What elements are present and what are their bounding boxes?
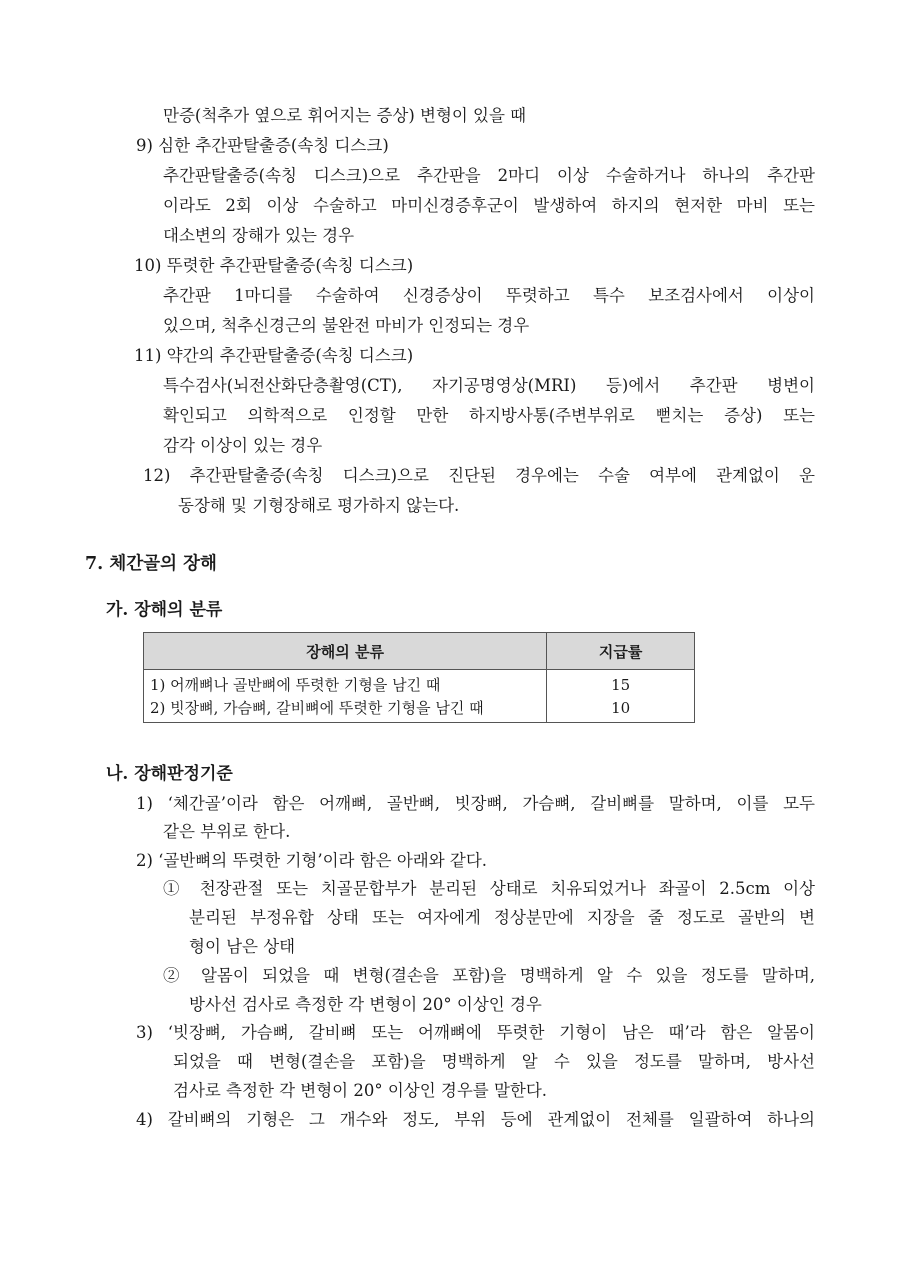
text-line: 검사로 측정한 각 변형이 20° 이상인 경우를 말한다. (173, 1081, 548, 1100)
section-title: 7. 체간골의 장해 (85, 554, 217, 574)
subsection-title-criteria: 나. 장해판정기준 (106, 764, 233, 784)
item-11-heading: 11) 약간의 추간판탈출증(속칭 디스크) (134, 346, 414, 365)
item-9-heading: 9) 심한 추간판탈출증(속칭 디스크) (136, 136, 389, 155)
text-line: 되었을 때 변형(결손을 포함)을 명백하게 알 수 있을 정도를 말하며, 방사선 (173, 1052, 815, 1071)
header-classification: 장해의 분류 (144, 633, 547, 670)
text-line: 같은 부위로 한다. (163, 822, 291, 841)
item-12-text: 12) 추간판탈출증(속칭 디스크)으로 진단된 경우에는 수술 여부에 관계없이 운 (143, 466, 815, 485)
criteria-item-2-2: ② 알몸이 되었을 때 변형(결손을 포함)을 명백하게 알 수 있을 정도를 말하며, (163, 966, 815, 985)
table-header-row (144, 633, 695, 670)
text-line: 확인되고 의학적으로 인정할 만한 하지방사통(주변부위로 뻗치는 증상) 또는 (163, 406, 815, 425)
text-line: 이라도 2회 이상 수술하고 마미신경증후군이 발생하여 하지의 현저한 마비 또는 (163, 196, 815, 215)
text-line: 분리된 부정유합 상태 또는 여자에게 정상분만에 지장을 줄 정도로 골반의 변 (189, 908, 815, 927)
text-line: 동장해 및 기형장해로 평가하지 않는다. (178, 496, 460, 515)
text-line: 대소변의 장해가 있는 경우 (163, 226, 355, 245)
row-rate: 10 (547, 696, 695, 723)
criteria-item-4: 4) 갈비뼈의 기형은 그 개수와 정도, 부위 등에 관계없이 전체를 일괄하여 하나의 (136, 1110, 815, 1129)
disability-table (143, 632, 695, 723)
subsection-title-classification: 가. 장해의 분류 (106, 600, 223, 620)
text-line: 있으며, 척추신경근의 불완전 마비가 인정되는 경우 (163, 316, 530, 335)
text-line: 특수검사(뇌전산화단층촬영(CT), 자기공명영상(MRI) 등)에서 추간판 병변이 (163, 376, 815, 395)
text-line: 방사선 검사로 측정한 각 변형이 20° 이상인 경우 (189, 995, 542, 1014)
item-10-heading: 10) 뚜렷한 추간판탈출증(속칭 디스크) (134, 256, 414, 275)
text-line: 추간판탈출증(속칭 디스크)으로 추간판을 2마디 이상 수술하거나 하나의 추간판 (163, 166, 815, 185)
row-rate: 15 (547, 670, 695, 697)
text-line: 만증(척추가 옆으로 휘어지는 증상) 변형이 있을 때 (163, 106, 527, 125)
criteria-item-1: 1) ‘체간골’이라 함은 어깨뼈, 골반뼈, 빗장뼈, 가슴뼈, 갈비뼈를 말하며, 이를 모두 (136, 794, 815, 813)
row-classification: 2) 빗장뼈, 가슴뼈, 갈비뼈에 뚜렷한 기형을 남긴 때 (144, 696, 547, 723)
table-row (144, 696, 695, 723)
text-line: 추간판 1마디를 수술하여 신경증상이 뚜렷하고 특수 보조검사에서 이상이 (163, 286, 815, 305)
table-row (144, 670, 695, 697)
criteria-item-2-1: ① 천장관절 또는 치골문합부가 분리된 상태로 치유되었거나 좌골이 2.5cm 이상 (163, 879, 815, 898)
criteria-item-2: 2) ‘골반뼈의 뚜렷한 기형’이라 함은 아래와 같다. (136, 851, 488, 870)
header-rate: 지급률 (547, 633, 695, 670)
text-line: 감각 이상이 있는 경우 (163, 436, 323, 455)
row-classification: 1) 어깨뼈나 골반뼈에 뚜렷한 기형을 남긴 때 (144, 670, 547, 697)
criteria-item-3: 3) ‘빗장뼈, 가슴뼈, 갈비뼈 또는 어깨뼈에 뚜렷한 기형이 남은 때’라 함은 알몸이 (136, 1023, 815, 1042)
text-line: 형이 남은 상태 (189, 937, 296, 956)
